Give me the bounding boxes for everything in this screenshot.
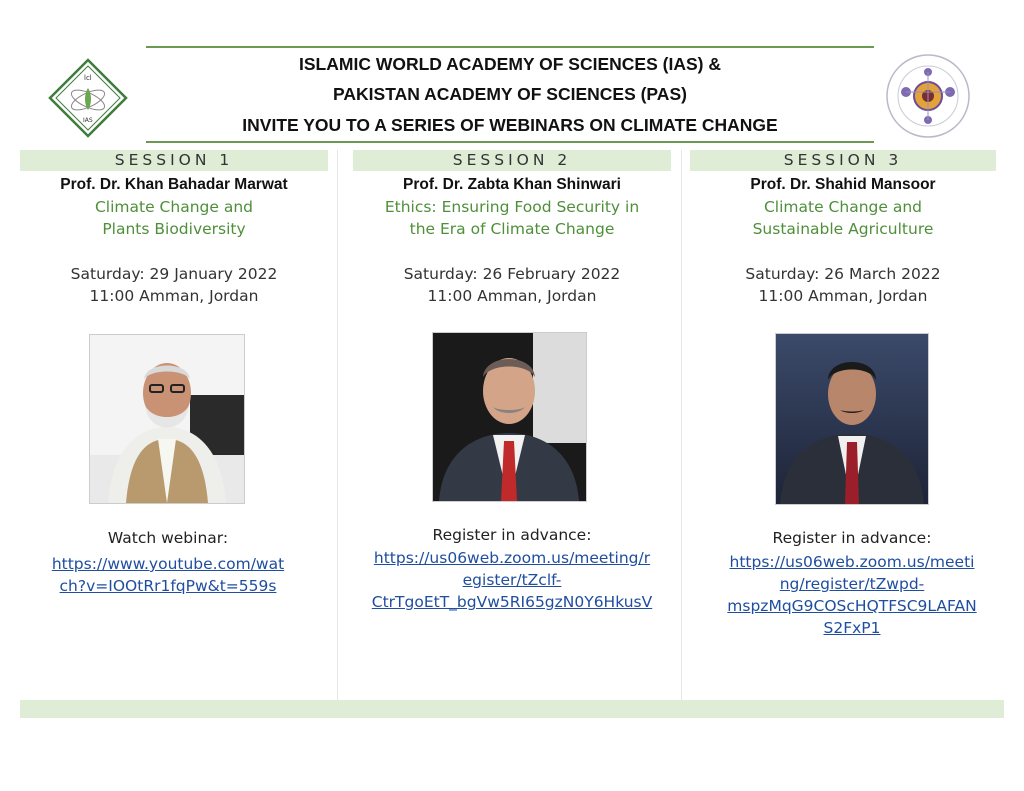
- session-3-date: Saturday: 26 March 2022: [745, 265, 941, 283]
- session-2-speaker-photo: [432, 332, 587, 502]
- session-1-column: [20, 150, 328, 307]
- session-2-column: [353, 150, 671, 307]
- session-2-link-line-2[interactable]: egister/tZclf-: [462, 571, 562, 589]
- session-3-speaker-photo: [775, 333, 929, 505]
- session-2-speaker: Prof. Dr. Zabta Khan Shinwari: [403, 176, 621, 193]
- session-3-topic-line-2: Sustainable Agriculture: [752, 220, 934, 238]
- session-2-time: 11:00 Amman, Jordan: [427, 287, 597, 305]
- session-3-topic-line-1: Climate Change and: [763, 198, 922, 216]
- session-3-link-line-1[interactable]: https://us06web.zoom.us/meeti: [729, 553, 975, 571]
- session-2-date: Saturday: 26 February 2022: [403, 265, 621, 283]
- session-1-date: Saturday: 29 January 2022: [70, 265, 278, 283]
- ias-logo: [48, 58, 128, 138]
- session-2-link-line-1[interactable]: https://us06web.zoom.us/meeting/r: [373, 549, 651, 567]
- session-3-label: SESSION 3: [690, 150, 996, 171]
- session-2-label: SESSION 2: [353, 150, 671, 171]
- session-1-speaker-photo: [89, 334, 245, 504]
- session-1-link-line-2[interactable]: ch?v=IOOtRr1fqPw&t=559s: [59, 577, 277, 595]
- session-3-column: [690, 150, 996, 307]
- session-3-time: 11:00 Amman, Jordan: [758, 287, 928, 305]
- session-1-topic-line-1: Climate Change and: [94, 198, 253, 216]
- pas-logo: [884, 52, 972, 140]
- session-3-speaker: Prof. Dr. Shahid Mansoor: [750, 176, 936, 193]
- session-3-cta-text: Register in advance:: [772, 529, 932, 547]
- session-2-cta-text: Register in advance:: [432, 526, 592, 544]
- svg-text:lcl: lcl: [84, 74, 92, 82]
- session-3-link-line-3[interactable]: mspzMqG9COScHQTFSC9LAFAN: [727, 597, 977, 615]
- footer-band: [20, 700, 1004, 718]
- session-2-topic-line-2: the Era of Climate Change: [409, 220, 615, 238]
- header-line-3: INVITE YOU TO A SERIES OF WEBINARS ON CLIMATE CHANGE: [242, 115, 778, 135]
- header-line-2: PAKISTAN ACADEMY OF SCIENCES (PAS): [333, 84, 687, 104]
- session-1-topic-line-2: Plants Biodiversity: [102, 220, 246, 238]
- column-divider-2: [681, 150, 682, 702]
- session-2-link[interactable]: [352, 547, 672, 613]
- header-line-1: ISLAMIC WORLD ACADEMY OF SCIENCES (IAS) &: [299, 54, 721, 74]
- session-3-link-line-4[interactable]: S2FxP1: [823, 619, 881, 637]
- session-2-link-line-3[interactable]: CtrTgoEtT_bgVw5RI65gzN0Y6HkusV: [371, 593, 653, 611]
- session-1-cta-text: Watch webinar:: [107, 529, 229, 547]
- svg-text:IAS: IAS: [83, 117, 93, 124]
- session-1-time: 11:00 Amman, Jordan: [89, 287, 259, 305]
- column-divider-1: [337, 150, 338, 702]
- session-1-link-line-1[interactable]: https://www.youtube.com/wat: [51, 555, 285, 573]
- session-1-label: SESSION 1: [20, 150, 328, 171]
- header-bottom-rule: [146, 141, 874, 143]
- session-1-speaker: Prof. Dr. Khan Bahadar Marwat: [60, 176, 288, 193]
- session-1-link[interactable]: [8, 553, 328, 597]
- session-3-link[interactable]: [692, 551, 1012, 639]
- header-top-rule: [146, 46, 874, 48]
- session-3-link-line-2[interactable]: ng/register/tZwpd-: [779, 575, 925, 593]
- session-2-topic-line-1: Ethics: Ensuring Food Security in: [384, 198, 640, 216]
